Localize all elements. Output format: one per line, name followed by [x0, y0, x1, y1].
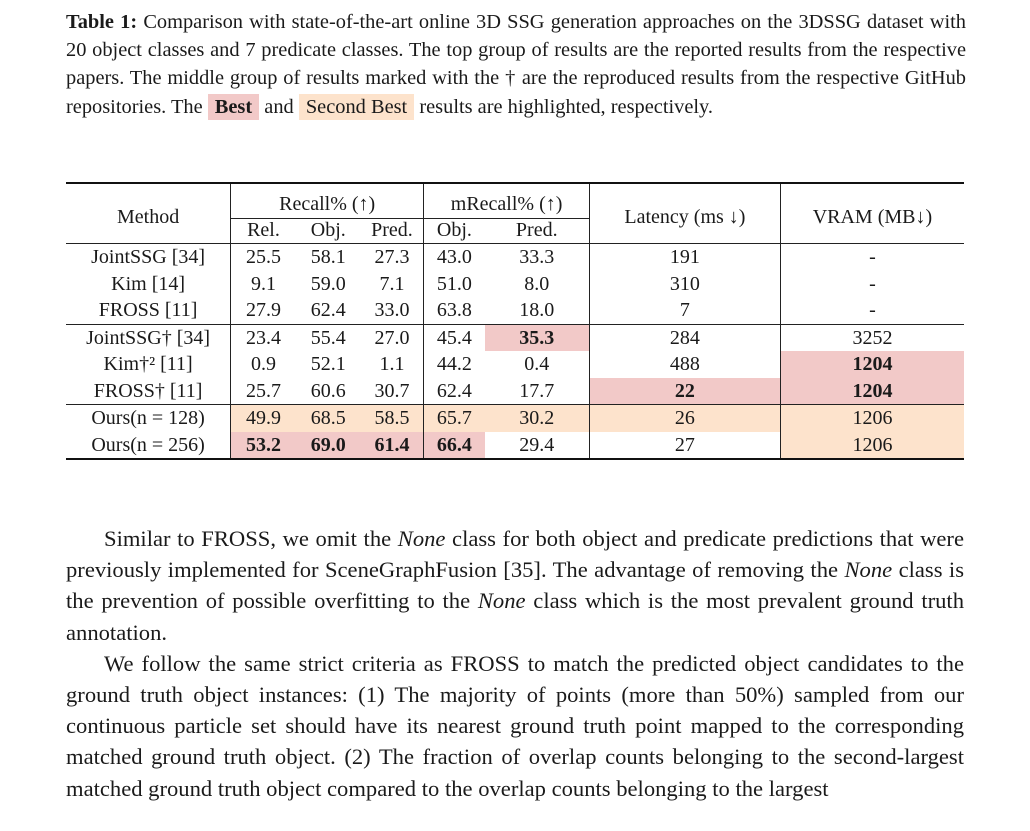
cell-rel: 25.7	[231, 378, 296, 405]
cell-latency: 191	[589, 244, 780, 271]
cell-obj: 69.0	[296, 432, 361, 460]
cell-mobj: 63.8	[424, 297, 485, 324]
cell-latency: 27	[589, 432, 780, 460]
header-latency: Latency (ms ↓)	[589, 183, 780, 244]
results-table	[66, 182, 964, 460]
cell-mpred: 33.3	[519, 246, 555, 269]
cell-pred: 27.0	[361, 324, 424, 351]
table-row	[66, 271, 964, 298]
cell-rel: 25.5	[231, 244, 296, 271]
cell-method: Kim [14]	[111, 272, 186, 295]
cell-mobj: 44.2	[424, 351, 485, 378]
caption-label: Table 1:	[66, 11, 138, 33]
cell-vram: 1204	[780, 378, 964, 405]
cell-obj: 55.4	[296, 324, 361, 351]
header-method: Method	[66, 183, 231, 244]
cell-method: JointSSG [34]	[91, 246, 206, 269]
header-rel: Rel.	[231, 219, 296, 244]
header-pred: Pred.	[361, 219, 424, 244]
table-row	[66, 432, 964, 460]
paragraph: We follow the same strict criteria as FROSS to match the predicted object candidates to the ground truth object instances: (1) The majority of points (more than 50%) sampled from our continuous particle set should have its nearest ground truth point mapped to the corresponding matched ground truth object. (2) The fraction of overlap counts belonging to the second-largest matched ground truth object compared to the overlap counts belonging to the largest	[66, 650, 964, 801]
cell-vram: 1206	[780, 405, 964, 432]
cell-rel: 27.9	[231, 297, 296, 324]
cell-pred: 7.1	[379, 272, 405, 295]
header-mpred: Pred.	[485, 219, 590, 244]
cell-obj: 68.5	[296, 405, 361, 432]
cell-obj: 59.0	[310, 272, 346, 295]
cell-pred: 1.1	[379, 353, 405, 376]
p1-text-c: class is the prevention of possible overfitting to the	[66, 557, 964, 614]
best-legend: Best	[208, 94, 259, 120]
caption-tail: results are highlighted, respectively.	[419, 95, 714, 118]
table-caption	[66, 8, 966, 121]
header-mrecall: mRecall% (↑)	[424, 183, 590, 219]
cell-latency: 488	[589, 351, 780, 378]
table-row	[66, 324, 964, 351]
header-recall: Recall% (↑)	[231, 183, 424, 219]
table-row	[66, 244, 964, 271]
cell-vram: -	[780, 271, 964, 298]
p1-text-d: class which is the most prevalent ground truth annotation.	[66, 588, 964, 645]
cell-mpred: 30.2	[485, 405, 590, 432]
cell-latency: 22	[589, 378, 780, 405]
cell-pred: 30.7	[374, 379, 410, 402]
cell-mpred: 35.3	[485, 324, 590, 351]
cell-rel: 49.9	[231, 405, 296, 432]
cell-vram: -	[780, 297, 964, 324]
cell-method: FROSS† [11]	[93, 379, 203, 402]
cell-mobj: 62.4	[424, 378, 485, 405]
header-obj: Obj.	[296, 219, 361, 244]
cell-method: FROSS [11]	[98, 299, 198, 322]
cell-mobj: 45.4	[424, 324, 485, 351]
cell-mobj: 65.7	[424, 405, 485, 432]
paragraph	[66, 523, 964, 648]
cell-latency: 7	[589, 297, 780, 324]
header-vram: VRAM (MB↓)	[780, 183, 964, 244]
cell-vram: 1206	[780, 432, 964, 460]
cell-rel: 9.1	[231, 271, 296, 298]
p1-text-a: Similar to FROSS, we omit the	[104, 526, 398, 551]
cell-obj: 58.1	[310, 246, 346, 269]
cell-mpred: 29.4	[519, 433, 555, 456]
cell-pred: 27.3	[374, 246, 410, 269]
cell-vram: 1204	[780, 351, 964, 378]
cell-latency: 26	[589, 405, 780, 432]
caption-text: Comparison with state-of-the-art online 3D SSG generation approaches on the 3DSSG dataset with 20 object classes and 7 predicate classes. The top group of results are the reported results from the respective papers. The middle group of results marked with the † are the reproduced results from the respective GitHub repositories. The	[66, 11, 966, 118]
second-best-legend: Second Best	[299, 94, 414, 120]
cell-mobj: 43.0	[424, 244, 485, 271]
cell-vram: 3252	[780, 324, 964, 351]
cell-latency: 310	[589, 271, 780, 298]
cell-rel: 23.4	[231, 324, 296, 351]
cell-latency: 284	[589, 324, 780, 351]
cell-rel: 53.2	[231, 432, 296, 460]
cell-mpred: 0.4	[524, 353, 550, 376]
cell-obj: 60.6	[310, 379, 346, 402]
p1-none-3: None	[477, 588, 526, 614]
cell-mpred: 18.0	[519, 299, 555, 322]
table-row	[66, 378, 964, 405]
cell-method: Ours(n = 256)	[91, 433, 205, 456]
cell-mobj: 66.4	[424, 432, 485, 460]
p1-text-b: class for both object and predicate predictions that were previously implemented for SceneGraphFusion [35]. The advantage of removing the	[66, 526, 964, 583]
caption-and: and	[264, 95, 294, 118]
cell-pred: 61.4	[361, 432, 424, 460]
cell-vram: -	[780, 244, 964, 271]
cell-mobj: 51.0	[424, 271, 485, 298]
p1-none-1: None	[397, 526, 446, 551]
cell-mpred: 8.0	[524, 272, 550, 295]
body-text	[66, 523, 964, 804]
cell-pred: 58.5	[361, 405, 424, 432]
cell-method: Kim†² [11]	[103, 353, 193, 376]
header-mobj: Obj.	[424, 219, 485, 244]
table-row	[66, 351, 964, 378]
cell-obj: 62.4	[310, 299, 346, 322]
cell-rel: 0.9	[231, 351, 296, 378]
cell-obj: 52.1	[310, 353, 346, 376]
cell-method: Ours(n = 128)	[66, 405, 231, 432]
cell-mpred: 17.7	[519, 379, 555, 402]
table-row	[66, 297, 964, 324]
cell-pred: 33.0	[374, 299, 410, 322]
p1-none-2: None	[844, 557, 893, 583]
table-row	[66, 405, 964, 432]
cell-method: JointSSG† [34]	[66, 324, 231, 351]
